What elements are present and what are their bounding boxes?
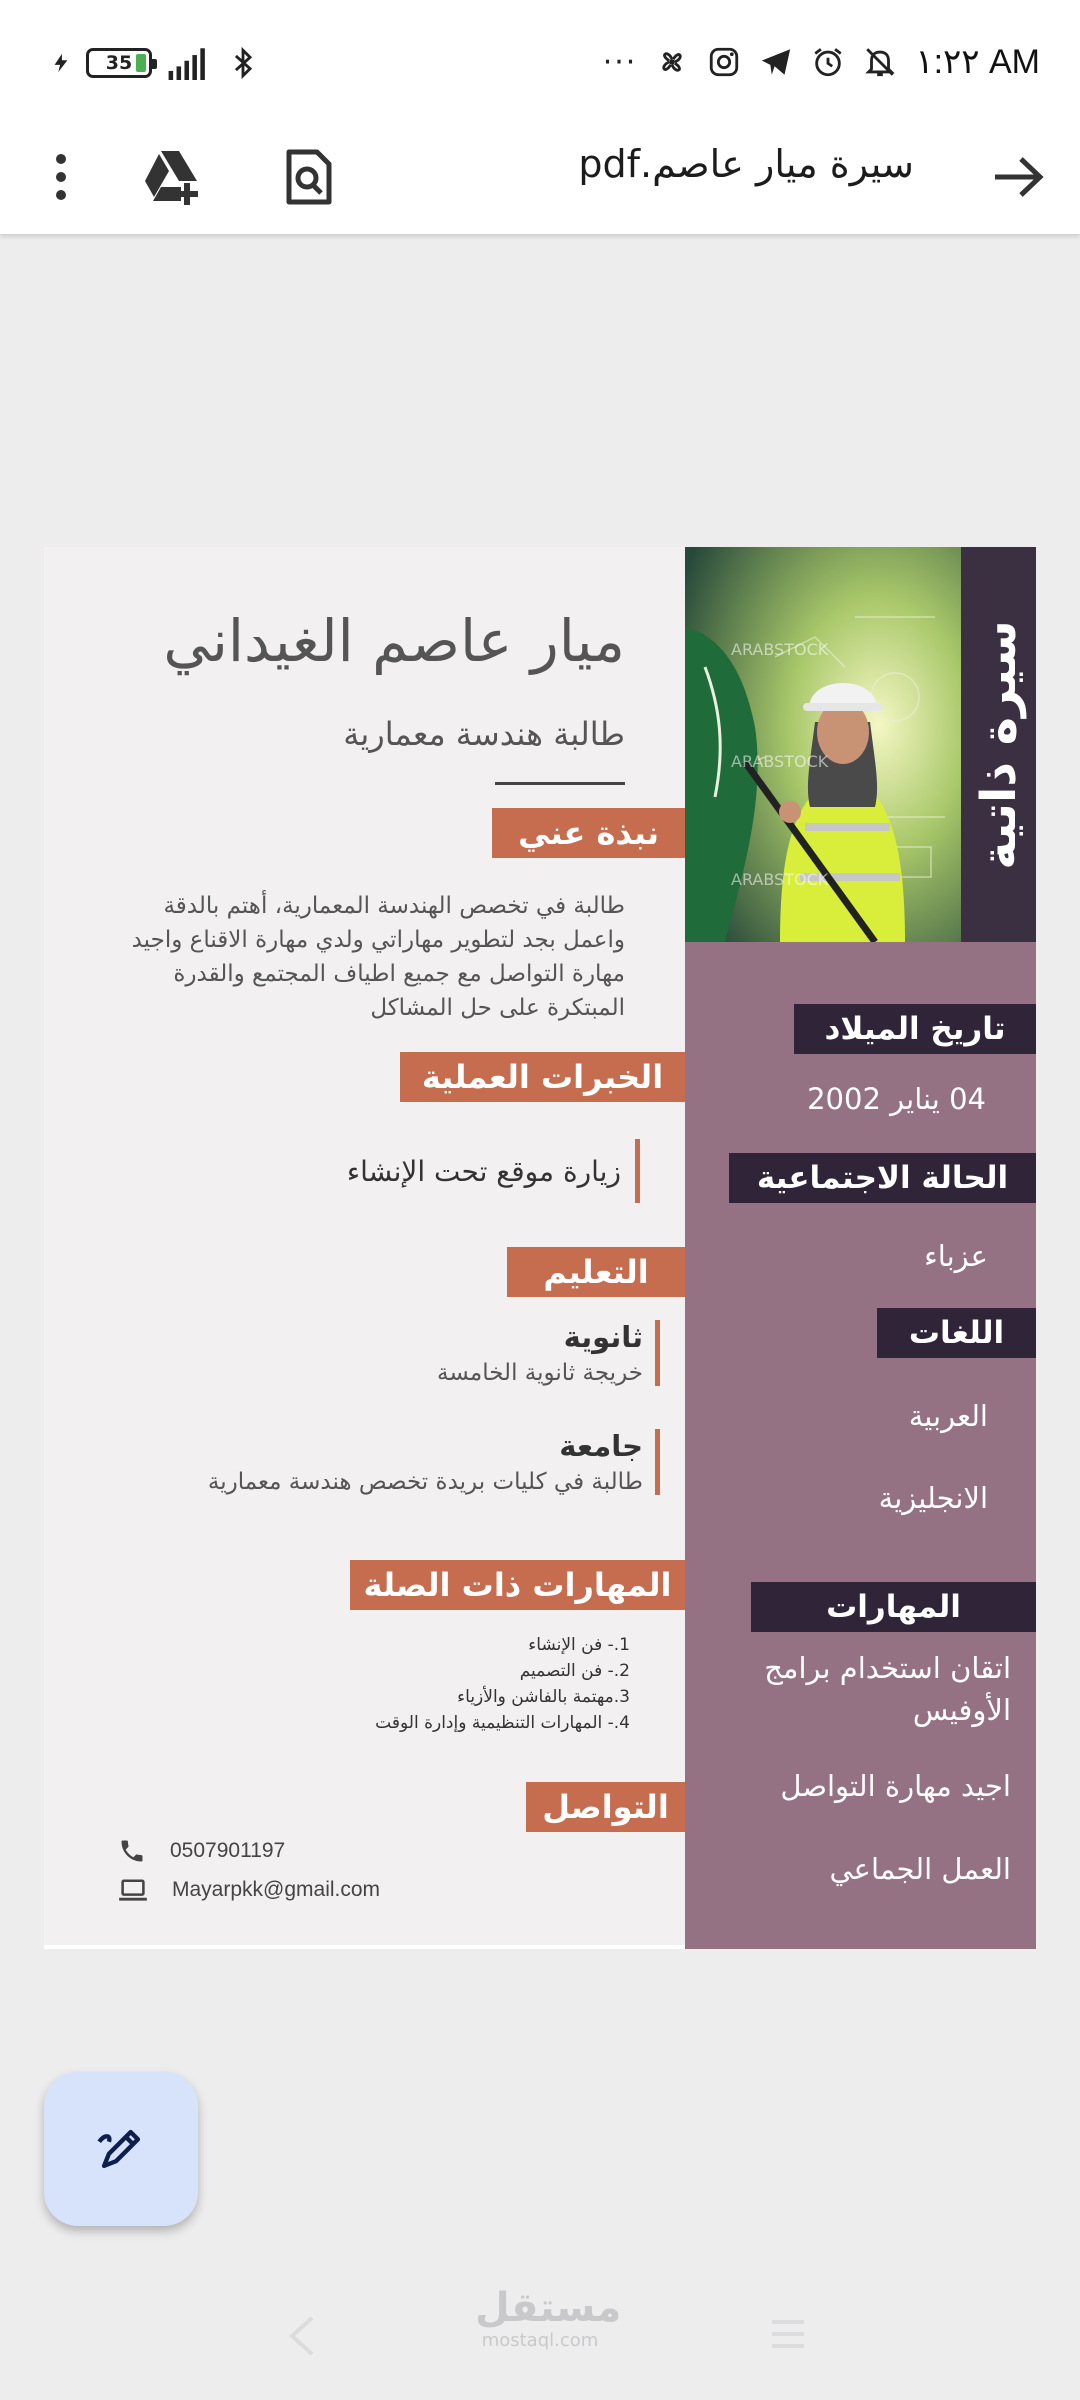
back-button[interactable] — [984, 142, 1054, 212]
more-vertical-icon — [51, 151, 71, 203]
education-title: ثانوية — [563, 1320, 643, 1354]
phone-number[interactable]: 0507901197 — [170, 1839, 286, 1862]
education-item — [437, 1320, 660, 1386]
related-skill-item: 2.- فن التصميم — [519, 1661, 630, 1681]
fan-app-icon — [655, 45, 689, 79]
status-left-icons — [50, 46, 260, 80]
edit-fab-button[interactable] — [44, 2072, 198, 2226]
job-title: طالبة هندسة معمارية — [343, 715, 625, 753]
birth-label: تاريخ الميلاد — [794, 1004, 1036, 1054]
vertical-title-text: سيرة ذاتية — [970, 619, 1027, 870]
watermark-latin: mostaql.com — [481, 2330, 599, 2351]
education-label: التعليم — [507, 1247, 685, 1297]
education-item — [208, 1429, 660, 1495]
related-skill-item: 3.مهتمة بالفاشن والأزياء — [457, 1687, 630, 1707]
battery-level: 35 — [105, 52, 133, 74]
education-title: جامعة — [559, 1429, 643, 1463]
profile-photo — [685, 547, 961, 942]
site-watermark — [475, 2285, 622, 2351]
about-label: نبذة عني — [492, 808, 685, 858]
clock: ١:٢٢ AM — [915, 43, 1040, 81]
laptop-icon — [118, 1877, 148, 1903]
battery-icon — [86, 48, 152, 78]
search-document-button[interactable] — [274, 142, 344, 212]
more-menu-button[interactable] — [26, 142, 96, 212]
title-divider — [495, 782, 625, 785]
nav-back-icon[interactable] — [284, 2314, 318, 2358]
language-item: العربية — [908, 1399, 988, 1433]
add-to-drive-button[interactable] — [140, 142, 210, 212]
photo-watermark-3: ARABSTOCK — [731, 870, 829, 889]
experience-item: زيارة موقع تحت الإنشاء — [347, 1139, 640, 1203]
sidebar-header — [685, 547, 1036, 942]
alarm-icon — [811, 45, 845, 79]
photo-watermark-1: ARABSTOCK — [731, 640, 829, 659]
watermark-arabic: مستقل — [475, 2285, 622, 2331]
status-right-icons — [603, 42, 1040, 82]
more-notifications-icon: ··· — [602, 44, 638, 80]
edit-pen-icon — [92, 2120, 150, 2178]
languages-label: اللغات — [877, 1308, 1036, 1358]
telegram-icon — [759, 45, 793, 79]
skills-label: المهارات — [751, 1582, 1036, 1632]
skill-item: اتقان استخدام برامج الأوفيس — [764, 1651, 1011, 1727]
bluetooth-icon — [226, 46, 260, 80]
vertical-resume-title — [961, 547, 1036, 942]
person-name: ميار عاصم الغيداني — [163, 607, 625, 675]
marital-status-value: عزباء — [924, 1239, 988, 1273]
email-row — [118, 1877, 380, 1903]
related-skill-item: 1.- فن الإنشاء — [528, 1635, 630, 1655]
experience-label: الخبرات العملية — [400, 1052, 685, 1102]
contact-label: التواصل — [526, 1782, 685, 1832]
email-address[interactable]: Mayarpkk@gmail.com — [172, 1878, 381, 1901]
about-text: طالبة في تخصص الهندسة المعمارية، أهتم بالدقة واعمل بجد لتطوير مهاراتي ولدي مهارة الاقناع واجيد مهارة التواصل مع جميع اطياف المجتمع والقدرة المبتكرة على حل المشاكل — [131, 893, 625, 1021]
photo-watermark-2: ARABSTOCK — [731, 752, 829, 771]
resume-page[interactable] — [44, 547, 1036, 1949]
signal-icon — [166, 46, 212, 80]
related-skills-list — [375, 1632, 630, 1736]
skill-item: اجيد مهارة التواصل — [780, 1769, 1011, 1803]
marital-status-label: الحالة الاجتماعية — [729, 1153, 1036, 1203]
search-document-icon — [285, 148, 333, 206]
education-detail: خريجة ثانوية الخامسة — [437, 1360, 643, 1386]
status-bar — [0, 0, 1080, 120]
app-bar — [0, 120, 1080, 234]
related-skills-label: المهارات ذات الصلة — [350, 1560, 685, 1610]
skill-item: العمل الجماعي — [829, 1852, 1011, 1886]
phone-icon — [118, 1837, 146, 1865]
notifications-off-icon — [863, 45, 897, 79]
instagram-icon — [707, 45, 741, 79]
resume-main-column — [44, 547, 685, 1949]
education-detail: طالبة في كليات بريدة تخصص هندسة معمارية — [207, 1469, 643, 1495]
phone-row — [118, 1837, 285, 1865]
nav-menu-icon[interactable] — [770, 2318, 806, 2350]
related-skill-item: 4.- المهارات التنظيمية وإدارة الوقت — [375, 1713, 630, 1733]
document-title: سيرة ميار عاصم.pdf — [578, 142, 914, 186]
birth-value: 04 يناير 2002 — [807, 1082, 986, 1116]
resume-sidebar — [685, 547, 1036, 1949]
language-item: الانجليزية — [878, 1481, 988, 1515]
back-arrow-icon — [993, 154, 1045, 200]
drive-add-icon — [143, 149, 207, 205]
charging-icon — [50, 46, 72, 80]
